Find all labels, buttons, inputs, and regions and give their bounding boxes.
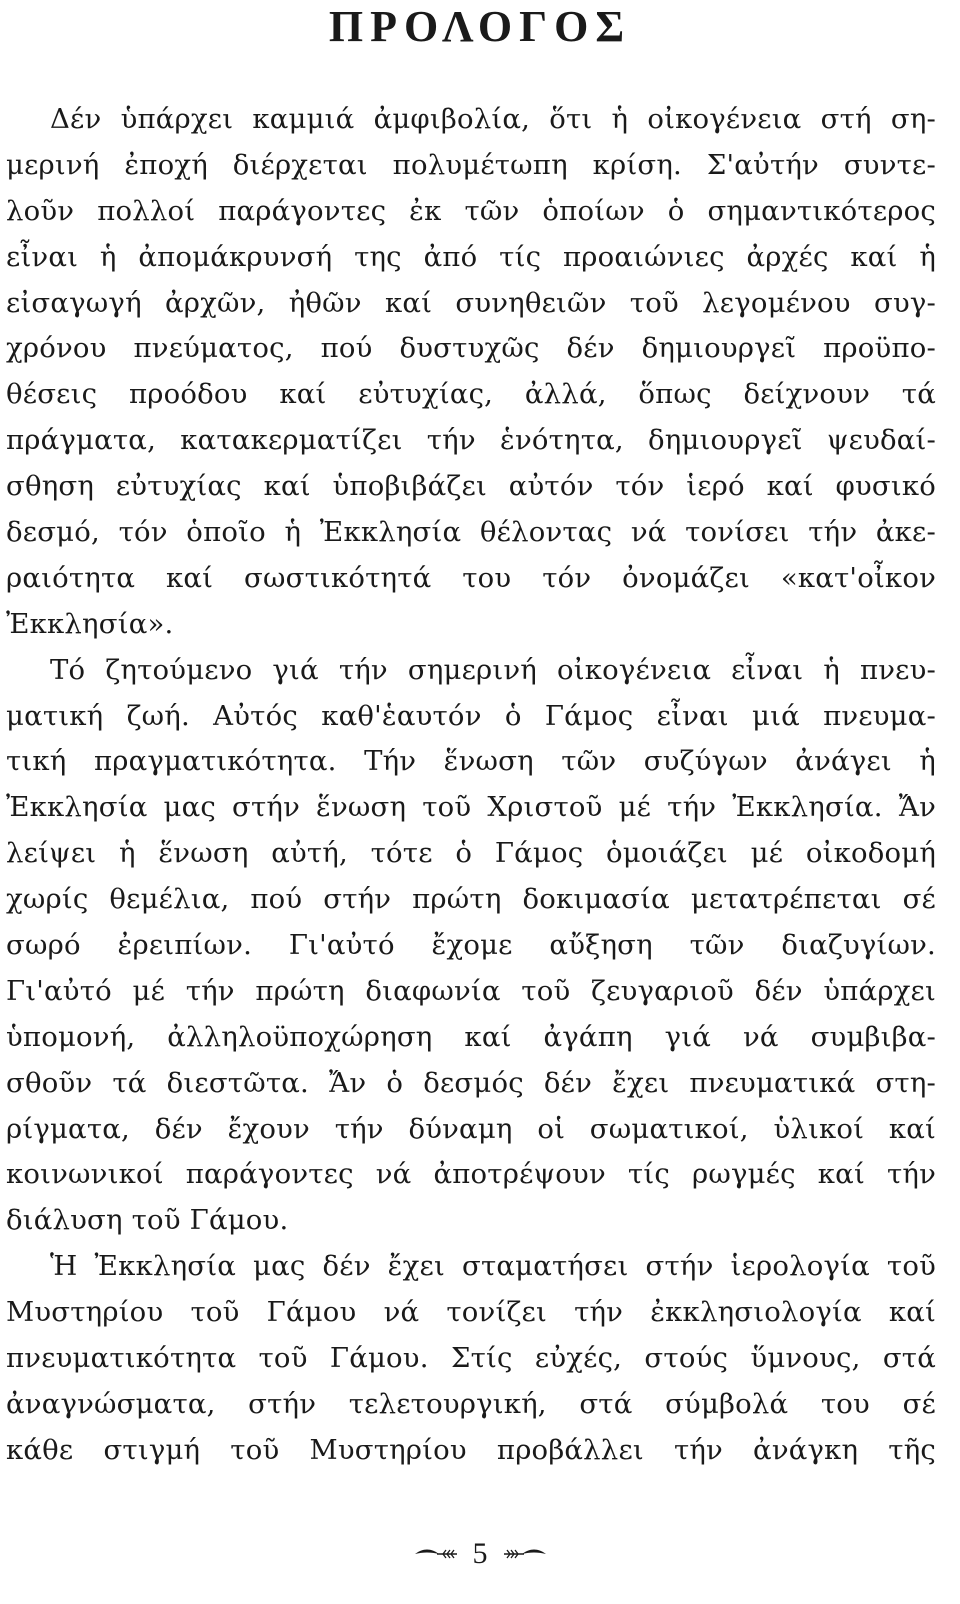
text-line: σθοῦν τά διεστῶτα. Ἄν ὁ δεσμός δέν ἔχει πνευματικά στη- <box>6 1066 936 1099</box>
text-line: χωρίς θεμέλια, πού στήν πρώτη δοκιμασία μετατρέπεται σέ <box>6 883 936 916</box>
text-line: Τό ζητούμενο γιά τήν σημερινή οἰκογένεια εἶναι ἡ πνευ- <box>50 653 936 686</box>
text-line: σωρό ἐρειπίων. Γι'αὐτό ἔχομε αὔξηση τῶν διαζυγίων. <box>6 929 936 962</box>
text-line: πνευματικότητα τοῦ Γάμου. Στίς εὐχές, στούς ὕμνους, στά <box>6 1342 936 1375</box>
text-line: Ἐκκλησία μας στήν ἕνωση τοῦ Χριστοῦ μέ τήν Ἐκκλησία. Ἄν <box>6 791 936 824</box>
text-line: ἀναγνώσματα, στήν τελετουργική, στά σύμβολά του σέ <box>6 1387 936 1420</box>
text-line: χρόνου πνεύματος, πού δυστυχῶς δέν δημιουργεῖ προϋπο- <box>6 332 936 365</box>
page-title: ΠΡΟΛΟΓΟΣ <box>328 2 632 51</box>
page-footer <box>0 1532 960 1576</box>
leaf-ornament-icon <box>413 1547 459 1561</box>
leaf-ornament-icon <box>502 1547 548 1561</box>
text-line: Γι'αὐτό μέ τήν πρώτη διαφωνία τοῦ ζευγαριοῦ δέν ὑπάρχει <box>6 974 936 1007</box>
text-line: μερινή ἐποχή διέρχεται πολυμέτωπη κρίση. Σ'αὐτήν συντε- <box>6 148 936 181</box>
text-line: εἰσαγωγή ἀρχῶν, ἠθῶν καί συνηθειῶν τοῦ λεγομένου συγ- <box>6 286 936 319</box>
text-line: κάθε στιγμή τοῦ Μυστηρίου προβάλλει τήν ἀνάγκη τῆς <box>6 1433 936 1466</box>
text-line: Μυστηρίου τοῦ Γάμου νά τονίζει τήν ἐκκλησιολογία καί <box>6 1296 936 1329</box>
text-line: διάλυση τοῦ Γάμου. <box>6 1204 289 1237</box>
text-line: Ἐκκλησία». <box>6 607 174 640</box>
text-line: Δέν ὑπάρχει καμμιά ἀμφιβολία, ὅτι ἡ οἰκογένεια στή ση- <box>50 103 936 135</box>
text-line: δεσμό, τόν ὁποῖο ἡ Ἐκκλησία θέλοντας νά τονίσει τήν ἀκε- <box>6 516 936 549</box>
text-line: πράγματα, κατακερματίζει τήν ἑνότητα, δημιουργεῖ ψευδαί- <box>6 424 936 457</box>
text-line: ὑπομονή, ἀλληλοϋποχώρηση καί ἀγάπη γιά νά συμβιβα- <box>6 1020 936 1053</box>
page-number: 5 <box>472 1537 488 1570</box>
text-line: θέσεις προόδου καί εὐτυχίας, ἀλλά, ὅπως δείχνουν τά <box>6 378 936 411</box>
text-line: λείψει ἡ ἕνωση αὐτή, τότε ὁ Γάμος ὁμοιάζει μέ οἰκοδομή <box>6 837 936 870</box>
text-line: κοινωνικοί παράγοντες νά ἀποτρέψουν τίς ρωγμές καί τήν <box>6 1158 936 1191</box>
prologue-text <box>6 97 936 1474</box>
text-line: εἶναι ἡ ἀπομάκρυνσή της ἀπό τίς προαιώνιες ἀρχές καί ἡ <box>6 240 936 273</box>
text-line: λοῦν πολλοί παράγοντες ἐκ τῶν ὁποίων ὁ σημαντικότερος <box>6 194 936 227</box>
text-line: Ἡ Ἐκκλησία μας δέν ἔχει σταματήσει στήν ἱερολογία τοῦ <box>50 1250 936 1283</box>
text-line: σθηση εὐτυχίας καί ὑποβιβάζει αὐτόν τόν ἱερό καί φυσικό <box>6 470 936 503</box>
text-line: τική πραγματικότητα. Τήν ἕνωση τῶν συζύγων ἀνάγει ἡ <box>6 745 936 778</box>
text-line: ματική ζωή. Αὐτός καθ'ἑαυτόν ὁ Γάμος εἶναι μιά πνευμα- <box>6 699 936 732</box>
text-line: ραιότητα καί σωστικότητά του τόν ὀνομάζει «κατ'οἶκον <box>6 561 936 594</box>
text-line: ρίγματα, δέν ἔχουν τήν δύναμη οἱ σωματικοί, ὑλικοί καί <box>6 1112 936 1145</box>
